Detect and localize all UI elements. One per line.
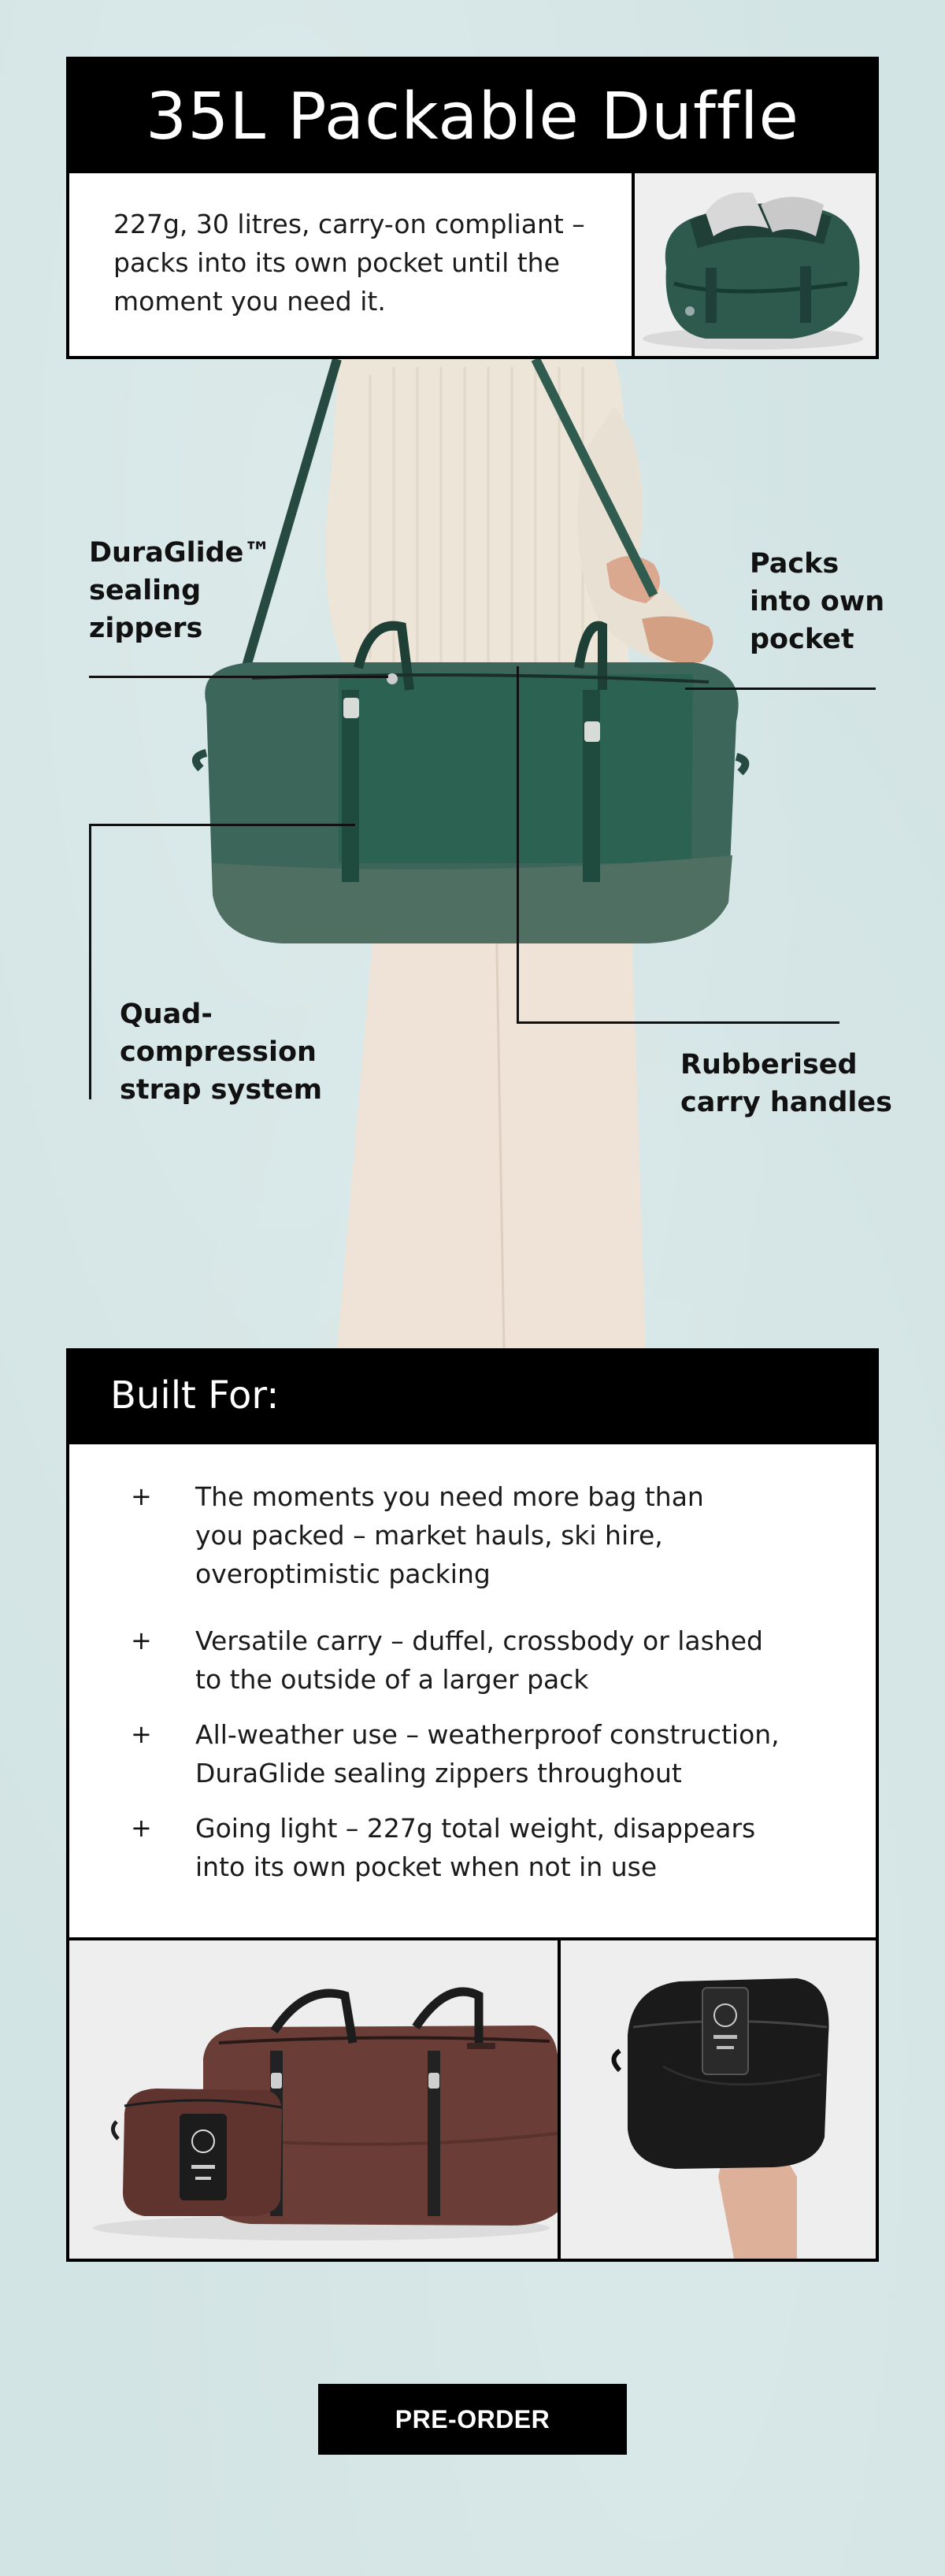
list-item-line: you packed – market hauls, ski hire, bbox=[195, 1520, 663, 1551]
list-item-line: overoptimistic packing bbox=[195, 1559, 491, 1589]
list-item-text bbox=[195, 1622, 794, 1699]
callout-handles bbox=[680, 1046, 892, 1121]
callout-pocket-line: Packs bbox=[750, 548, 839, 580]
built-for-title: Built For: bbox=[110, 1373, 280, 1418]
callout-pocket-line: pocket bbox=[750, 624, 854, 655]
plus-icon: + bbox=[131, 1813, 152, 1843]
product-hero-scene bbox=[0, 359, 945, 1348]
brown-duffle-and-pouch-photo bbox=[69, 1940, 558, 2259]
callout-zippers-line: DuraGlide™ bbox=[89, 537, 272, 569]
hero-title-bar bbox=[69, 60, 876, 173]
list-item-line: Versatile carry – duffel, crossbody or lashed bbox=[195, 1625, 764, 1656]
packed-bag-thumbnail bbox=[635, 173, 876, 356]
hero-description: 227g, 30 litres, carry-on compliant – packs into its own pocket until the moment you need it. bbox=[113, 209, 585, 317]
callout-zippers-line: sealing bbox=[89, 575, 202, 606]
callout-zippers-line: zippers bbox=[89, 613, 203, 644]
callout-compression-line: Quad- bbox=[120, 999, 213, 1030]
built-for-header bbox=[69, 1351, 876, 1444]
hero-card bbox=[66, 57, 879, 359]
callout-zippers bbox=[89, 534, 271, 647]
plus-icon: + bbox=[131, 1625, 152, 1655]
list-item-line: DuraGlide sealing zippers throughout bbox=[195, 1758, 682, 1788]
black-packed-pouch-in-hand-photo bbox=[561, 1940, 876, 2259]
list-item-line: to the outside of a larger pack bbox=[195, 1664, 589, 1695]
callout-compression bbox=[120, 995, 322, 1109]
page-title: 35L Packable Duffle bbox=[146, 79, 799, 154]
callout-handles-line: carry handles bbox=[680, 1087, 892, 1118]
leader-line-pocket bbox=[685, 688, 876, 690]
list-item-line: All-weather use – weatherproof construction, bbox=[195, 1719, 780, 1750]
list-item-line: Going light – 227g total weight, disappears bbox=[195, 1813, 756, 1844]
list-item-line: into its own pocket when not in use bbox=[195, 1851, 658, 1882]
callout-compression-line: strap system bbox=[120, 1074, 323, 1106]
leader-line-compression-horizontal bbox=[89, 824, 355, 826]
callout-pocket bbox=[750, 545, 884, 658]
leader-line-handles-vertical bbox=[517, 666, 519, 1024]
list-item-line: The moments you need more bag than bbox=[195, 1481, 704, 1512]
pre-order-button[interactable]: PRE-ORDER bbox=[318, 2384, 627, 2455]
plus-icon: + bbox=[131, 1481, 152, 1511]
callout-handles-line: Rubberised bbox=[680, 1049, 858, 1080]
leader-line-compression-vertical bbox=[89, 824, 91, 1099]
leader-line-zippers bbox=[89, 676, 388, 678]
list-item-text bbox=[195, 1809, 794, 1886]
list-item-text bbox=[195, 1715, 794, 1792]
built-for-card bbox=[66, 1348, 879, 2262]
leader-line-handles-horizontal bbox=[517, 1021, 839, 1024]
plus-icon: + bbox=[131, 1719, 152, 1749]
list-item-text bbox=[195, 1477, 794, 1593]
callout-compression-line: compression bbox=[120, 1036, 317, 1068]
callout-pocket-line: into own bbox=[750, 586, 885, 617]
model-with-duffle-image bbox=[0, 359, 945, 1348]
